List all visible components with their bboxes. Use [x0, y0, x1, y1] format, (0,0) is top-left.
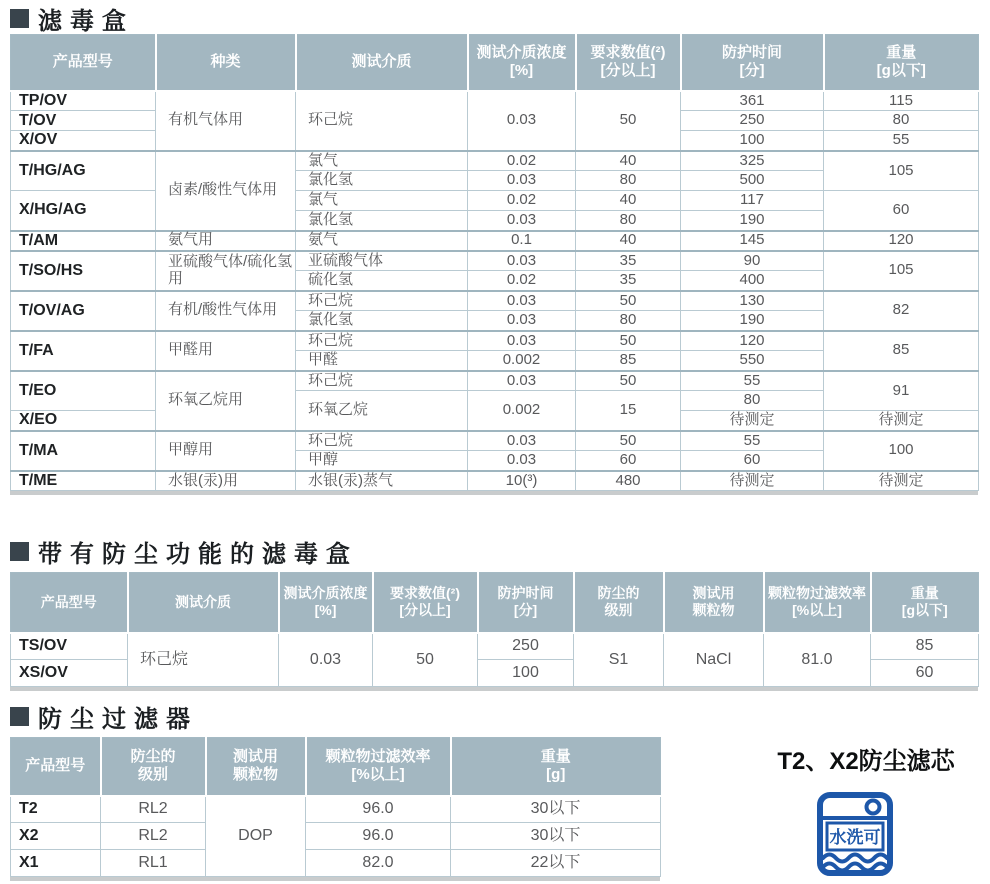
column-header-time: 防护时间 [分]	[478, 573, 574, 633]
dust-filter-table-header	[11, 738, 661, 796]
medium-cell: 环己烷	[296, 91, 468, 151]
gas-filter-table-header	[11, 35, 979, 91]
table-row	[11, 151, 979, 171]
weight-cell: 55	[824, 131, 979, 151]
column-header-time: 防护时间 [分]	[681, 35, 824, 91]
weight-cell: 80	[824, 111, 979, 131]
section-title-dust-gas-filter	[10, 534, 358, 569]
time-cell: 117	[681, 191, 824, 211]
weight-cell: 91	[824, 371, 979, 411]
required-cell: 80	[576, 311, 681, 331]
dust-filter-table-wrap	[10, 737, 660, 881]
kind-cell: 甲醛用	[156, 331, 296, 371]
header-row	[11, 738, 661, 796]
weight-cell: 115	[824, 91, 979, 111]
time-cell: 145	[681, 231, 824, 251]
required-cell: 480	[576, 471, 681, 491]
time-cell: 55	[681, 431, 824, 451]
time-cell: 55	[681, 371, 824, 391]
time-cell: 361	[681, 91, 824, 111]
model-cell: TS/OV	[11, 633, 128, 660]
time-cell: 190	[681, 211, 824, 231]
column-header-model: 产品型号	[11, 738, 101, 796]
medium-cell: 氯化氢	[296, 211, 468, 231]
kind-cell: 甲醇用	[156, 431, 296, 471]
kind-cell: 有机/酸性气体用	[156, 291, 296, 331]
efficiency-cell: 96.0	[306, 796, 451, 823]
dust-class-cell: RL1	[101, 850, 206, 877]
medium-cell: 环己烷	[296, 291, 468, 311]
weight-cell: 82	[824, 291, 979, 331]
kind-cell: 卤素/酸性气体用	[156, 151, 296, 231]
time-cell: 190	[681, 311, 824, 331]
weight-cell: 100	[824, 431, 979, 471]
particle-cell: NaCl	[664, 633, 764, 687]
medium-cell: 氨气	[296, 231, 468, 251]
efficiency-cell: 96.0	[306, 823, 451, 850]
time-cell: 100	[681, 131, 824, 151]
model-cell: T/MA	[11, 431, 156, 471]
weight-cell: 120	[824, 231, 979, 251]
model-cell: T/OV	[11, 111, 156, 131]
column-header-efficiency: 颗粒物过滤效率 [%以上]	[764, 573, 871, 633]
column-header-required: 要求数值(²) [分以上]	[373, 573, 478, 633]
model-cell: T/SO/HS	[11, 251, 156, 291]
section-bullet-icon	[10, 542, 29, 561]
weight-cell: 22以下	[451, 850, 661, 877]
required-cell: 50	[576, 91, 681, 151]
required-cell: 40	[576, 231, 681, 251]
required-cell: 80	[576, 211, 681, 231]
time-cell: 130	[681, 291, 824, 311]
concentration-cell: 0.02	[468, 191, 576, 211]
concentration-cell: 0.03	[468, 451, 576, 471]
kind-cell: 氨气用	[156, 231, 296, 251]
column-header-efficiency: 颗粒物过滤效率 [%以上]	[306, 738, 451, 796]
table-row	[11, 251, 979, 271]
column-header-weight: 重量 [g以下]	[871, 573, 979, 633]
weight-cell: 85	[824, 331, 979, 371]
dust-filter-table	[10, 737, 661, 877]
table-row	[11, 796, 661, 823]
time-cell: 待测定	[681, 471, 824, 491]
table-row	[11, 371, 979, 391]
time-cell: 90	[681, 251, 824, 271]
kind-cell: 亚硫酸气体/硫化氢用	[156, 251, 296, 291]
time-cell: 待测定	[681, 411, 824, 431]
required-cell: 50	[576, 291, 681, 311]
dust-gas-filter-table-wrap	[10, 572, 978, 691]
medium-cell: 环氧乙烷	[296, 391, 468, 431]
required-cell: 50	[576, 371, 681, 391]
required-cell: 35	[576, 251, 681, 271]
table-row	[11, 231, 979, 251]
column-header-dust-class: 防尘的 级别	[574, 573, 664, 633]
concentration-cell: 0.03	[468, 331, 576, 351]
weight-cell: 105	[824, 251, 979, 291]
table-row	[11, 850, 661, 877]
required-cell: 35	[576, 271, 681, 291]
time-cell: 325	[681, 151, 824, 171]
efficiency-cell: 81.0	[764, 633, 871, 687]
required-cell: 15	[576, 391, 681, 431]
concentration-cell: 0.03	[468, 91, 576, 151]
concentration-cell: 0.002	[468, 391, 576, 431]
model-cell: T/FA	[11, 331, 156, 371]
model-cell: T/AM	[11, 231, 156, 251]
header-row	[11, 573, 979, 633]
column-header-medium: 测试介质	[128, 573, 279, 633]
medium-cell: 甲醇	[296, 451, 468, 471]
section-title-dust-filter	[10, 699, 198, 734]
particle-cell: DOP	[206, 796, 306, 877]
weight-cell: 85	[871, 633, 979, 660]
dust-class-cell: RL2	[101, 823, 206, 850]
table-row	[11, 823, 661, 850]
concentration-cell: 0.03	[468, 211, 576, 231]
concentration-cell: 0.1	[468, 231, 576, 251]
required-cell: 85	[576, 351, 681, 371]
column-header-dust-class: 防尘的 级别	[101, 738, 206, 796]
required-cell: 60	[576, 451, 681, 471]
required-cell: 40	[576, 151, 681, 171]
medium-cell: 环己烷	[296, 371, 468, 391]
time-cell: 250	[478, 633, 574, 660]
column-header-medium: 测试介质	[296, 35, 468, 91]
model-cell: X/OV	[11, 131, 156, 151]
weight-cell: 30以下	[451, 823, 661, 850]
time-cell: 120	[681, 331, 824, 351]
column-header-model: 产品型号	[11, 573, 128, 633]
model-cell: X/EO	[11, 411, 156, 431]
medium-cell: 亚硫酸气体	[296, 251, 468, 271]
table-row	[11, 471, 979, 491]
column-header-particle: 测试用 颗粒物	[206, 738, 306, 796]
concentration-cell: 0.03	[468, 291, 576, 311]
medium-cell: 氯化氢	[296, 311, 468, 331]
column-header-model: 产品型号	[11, 35, 156, 91]
gas-filter-table-wrap	[10, 34, 978, 495]
header-row	[11, 35, 979, 91]
required-cell: 80	[576, 171, 681, 191]
time-cell: 550	[681, 351, 824, 371]
efficiency-cell: 82.0	[306, 850, 451, 877]
column-header-particle: 测试用 颗粒物	[664, 573, 764, 633]
model-cell: X/HG/AG	[11, 191, 156, 231]
table-row	[11, 91, 979, 111]
medium-cell: 环己烷	[128, 633, 279, 687]
kind-cell: 水银(汞)用	[156, 471, 296, 491]
dust-class-cell: RL2	[101, 796, 206, 823]
time-cell: 100	[478, 660, 574, 687]
model-cell: XS/OV	[11, 660, 128, 687]
medium-cell: 氯化氢	[296, 171, 468, 191]
medium-cell: 环己烷	[296, 431, 468, 451]
time-cell: 400	[681, 271, 824, 291]
medium-cell: 甲醛	[296, 351, 468, 371]
model-cell: TP/OV	[11, 91, 156, 111]
weight-cell: 105	[824, 151, 979, 191]
kind-cell: 有机气体用	[156, 91, 296, 151]
model-cell: X1	[11, 850, 101, 877]
weight-cell: 待测定	[824, 471, 979, 491]
concentration-cell: 0.03	[468, 251, 576, 271]
gas-filter-table	[10, 34, 979, 491]
model-cell: X2	[11, 823, 101, 850]
medium-cell: 氯气	[296, 191, 468, 211]
section-title-text: 带有防尘功能的滤毒盒	[38, 541, 358, 568]
weight-cell: 30以下	[451, 796, 661, 823]
medium-cell: 水银(汞)蒸气	[296, 471, 468, 491]
required-cell: 50	[373, 633, 478, 687]
concentration-cell: 0.03	[468, 171, 576, 191]
model-cell: T/ME	[11, 471, 156, 491]
column-header-concentration: 测试介质浓度 [%]	[468, 35, 576, 91]
dust-cartridge-label: T2、X2防尘滤芯	[777, 748, 955, 775]
table-row	[11, 431, 979, 451]
time-cell: 80	[681, 391, 824, 411]
model-cell: T/OV/AG	[11, 291, 156, 331]
dust-gas-filter-table	[10, 572, 979, 687]
medium-cell: 环己烷	[296, 331, 468, 351]
column-header-weight: 重量 [g]	[451, 738, 661, 796]
section-title-text: 防尘过滤器	[38, 706, 198, 733]
section-bullet-icon	[10, 707, 29, 726]
kind-cell: 环氧乙烷用	[156, 371, 296, 431]
time-cell: 60	[681, 451, 824, 471]
section-title-gas-filter	[10, 1, 134, 36]
concentration-cell: 10(³)	[468, 471, 576, 491]
medium-cell: 硫化氢	[296, 271, 468, 291]
concentration-cell: 0.03	[468, 311, 576, 331]
weight-cell: 60	[871, 660, 979, 687]
required-cell: 50	[576, 331, 681, 351]
column-header-required: 要求数值(²) [分以上]	[576, 35, 681, 91]
washable-icon-label: 水洗可	[829, 828, 881, 847]
column-header-weight: 重量 [g以下]	[824, 35, 979, 91]
required-cell: 40	[576, 191, 681, 211]
concentration-cell: 0.03	[468, 371, 576, 391]
section-bullet-icon	[10, 9, 29, 28]
concentration-cell: 0.02	[468, 271, 576, 291]
table-row	[11, 633, 979, 660]
dust-class-cell: S1	[574, 633, 664, 687]
time-cell: 500	[681, 171, 824, 191]
table-row	[11, 291, 979, 311]
dust-gas-filter-table-header	[11, 573, 979, 633]
model-cell: T2	[11, 796, 101, 823]
weight-cell: 待测定	[824, 411, 979, 431]
column-header-concentration: 测试介质浓度 [%]	[279, 573, 373, 633]
column-header-kind: 种类	[156, 35, 296, 91]
required-cell: 50	[576, 431, 681, 451]
model-cell: T/HG/AG	[11, 151, 156, 191]
time-cell: 250	[681, 111, 824, 131]
washable-icon	[816, 791, 894, 877]
section-title-text: 滤毒盒	[38, 8, 134, 35]
weight-cell: 60	[824, 191, 979, 231]
model-cell: T/EO	[11, 371, 156, 411]
concentration-cell: 0.002	[468, 351, 576, 371]
concentration-cell: 0.03	[468, 431, 576, 451]
table-row	[11, 331, 979, 351]
concentration-cell: 0.02	[468, 151, 576, 171]
concentration-cell: 0.03	[279, 633, 373, 687]
medium-cell: 氯气	[296, 151, 468, 171]
